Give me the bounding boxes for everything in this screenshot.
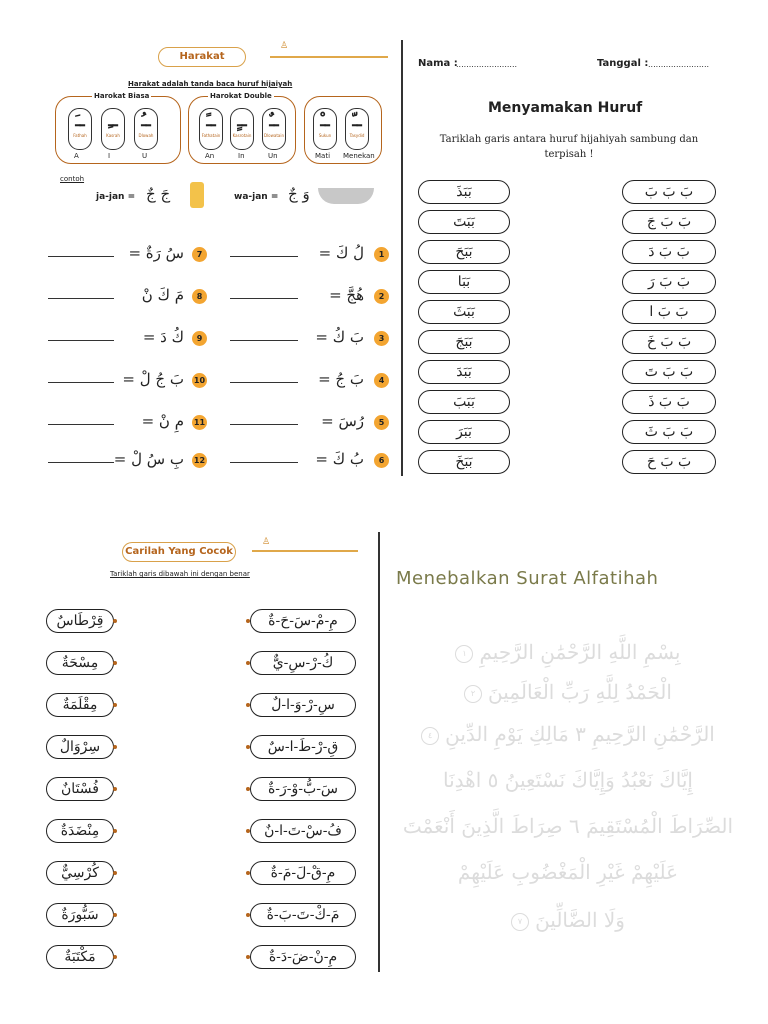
answer-line[interactable] [230,462,298,463]
verse-number-icon: ٧ [511,913,529,931]
separated-letters-pill[interactable]: بَ بَ بَ [622,180,716,204]
separated-letters-pill[interactable]: بَ بَ حَ [622,450,716,474]
spelled-word-pill[interactable]: سَ-بُّ-وْ-رَ-ةٌ [250,777,356,801]
connector-dot[interactable] [113,661,117,665]
bell-icon: ♙ [262,537,271,547]
joined-letters-pill[interactable]: بَبَجَ [418,330,510,354]
separated-letters-pill[interactable]: بَ بَ ا [622,300,716,324]
arabic-word: كُ دَ = [142,328,184,346]
spelled-word-pill[interactable]: مَ-كْ-تَ-بَ-ةٌ [250,903,356,927]
example-2-label: wa-jan = [234,192,279,202]
fatihah-verse-line [388,640,748,664]
cocok-instruction: Tariklah garis dibawah ini dengan benar [110,570,250,578]
spelled-word-pill[interactable]: كُ-رْ-سِ-يٌّ [250,651,356,675]
harakat-card-fathatain: ــً Fathatain [199,108,223,150]
connector-dot[interactable] [246,871,250,875]
harakat-title: Harakat [158,47,246,67]
example-1-arabic: جَ جٌ [146,185,171,203]
separated-letters-pill[interactable]: بَ بَ تَ [622,360,716,384]
item-number-badge: 3 [374,331,389,346]
sound-an: An [205,152,215,160]
item-number-badge: 7 [192,247,207,262]
answer-line[interactable] [230,256,298,257]
word-pill[interactable]: فُسْتَانٌ [46,777,114,801]
word-pill[interactable]: مَكْتَبَةٌ [46,945,114,969]
connector-dot[interactable] [246,913,250,917]
verse-number-icon: ١ [455,645,473,663]
harokat-biasa-title: Harokat Biasa [94,92,150,100]
separated-letters-pill[interactable]: بَ بَ خَ [622,330,716,354]
spelled-word-pill[interactable]: قِ-رْ-طَ-ا-سٌ [250,735,356,759]
jar-icon [190,182,204,208]
arabic-word: سُ رَةٌ = [128,244,184,262]
joined-letters-pill[interactable]: بَبَرَ [418,420,510,444]
arabic-word: لُ كَ = [318,244,364,262]
answer-line[interactable] [230,424,298,425]
answer-line[interactable] [48,340,114,341]
joined-letters-pill[interactable]: بَبَتَ [418,210,510,234]
arabic-word: بُ كَ = [315,450,364,468]
arabic-word: مِ نْ = [141,412,184,430]
answer-line[interactable] [48,382,114,383]
sound-in: In [238,152,245,160]
arabic-word: بَ كُ = [315,328,364,346]
item-number-badge: 6 [374,453,389,468]
verse-text: وَلَا الضَّالِّينَ [535,908,625,932]
sound-u: U [142,152,148,160]
joined-letters-pill[interactable]: بَبَبَ [418,390,510,414]
sound-mati: Mati [315,152,331,160]
word-pill[interactable]: سِرْوَالٌ [46,735,114,759]
answer-line[interactable] [48,256,114,257]
bell-icon: ♙ [280,41,289,51]
divider-top [401,40,403,476]
spelled-word-pill[interactable]: سِ-رْ-وَ-ا-لٌ [250,693,356,717]
word-pill[interactable]: مِنْضَدَةٌ [46,819,114,843]
word-pill[interactable]: كُرْسِيٌّ [46,861,114,885]
answer-line[interactable] [230,340,298,341]
item-number-badge: 4 [374,373,389,388]
example-1-label: ja-jan = [96,192,136,202]
divider-bottom [378,532,380,972]
joined-letters-pill[interactable]: بَبَثَ [418,300,510,324]
arabic-word: بَ جُ = [318,370,364,388]
harakat-card-sukun: ــْ Sukun [313,108,337,150]
verse-number-icon: ٤ [421,727,439,745]
answer-line[interactable] [230,382,298,383]
item-number-badge: 9 [192,331,207,346]
connector-dot[interactable] [246,745,250,749]
harakat-subtitle: Harakat adalah tanda baca huruf hijaiyah [128,80,293,88]
connector-dot[interactable] [246,787,250,791]
connector-dot[interactable] [246,703,250,707]
huruf-instruction: Tariklah garis antara huruf hijahiyah sambung dan terpisah ! [439,134,699,160]
spelled-word-pill[interactable]: فُ-سْ-تَ-ا-نٌ [250,819,356,843]
fatihah-verse-line [388,768,748,792]
fatihah-verse-line [388,860,748,884]
item-number-badge: 11 [192,415,207,430]
item-number-badge: 12 [192,453,207,468]
item-number-badge: 5 [374,415,389,430]
huruf-title: Menyamakan Huruf [488,100,643,116]
separated-letters-pill[interactable]: بَ بَ ذَ [622,390,716,414]
fatihah-verse-line [388,908,748,932]
contoh-label: contoh [60,175,85,183]
item-number-badge: 10 [192,373,207,388]
connector-dot[interactable] [113,619,117,623]
spelled-word-pill[interactable]: مِ-نْ-ضَ-دَ-ةٌ [250,945,356,969]
verse-text: الْحَمْدُ لِلَّهِ رَبِّ الْعَالَمِينَ [488,680,672,704]
answer-line[interactable] [230,298,298,299]
connector-dot[interactable] [113,787,117,791]
connector-dot[interactable] [113,871,117,875]
harakat-card-fathah: ــَ Fathah [68,108,92,150]
answer-line[interactable] [48,462,114,463]
word-pill[interactable]: قِرْطَاسٌ [46,609,114,633]
fatihah-verse-line [388,680,748,704]
word-pill[interactable]: مِقْلَمَةٌ [46,693,114,717]
verse-number-icon: ٢ [464,685,482,703]
verse-text: إِيَّاكَ نَعْبُدُ وَإِيَّاكَ نَسْتَعِينُ ٥ اهْدِنَا [443,768,693,792]
connector-dot[interactable] [246,829,250,833]
connector-dot[interactable] [113,703,117,707]
harakat-card-kasrotain: ــٍ Kasrotain [230,108,254,150]
separated-letters-pill[interactable]: بَ بَ ثَ [622,420,716,444]
verse-text: بِسْمِ اللَّهِ الرَّحْمَٰنِ الرَّحِيمِ [479,640,681,664]
sound-a: A [74,152,79,160]
connector-dot[interactable] [113,955,117,959]
separated-letters-pill[interactable]: بَ بَ رَ [622,270,716,294]
verse-text: الرَّحْمَٰنِ الرَّحِيمِ ٣ مَالِكِ يَوْمِ الدِّينِ [445,722,715,746]
sound-un: Un [268,152,278,160]
tanggal-field[interactable]: ........................ [648,60,710,69]
verse-text: الصِّرَاطَ الْمُسْتَقِيمَ ٦ صِرَاطَ الَّذِينَ أَنْعَمْتَ [402,814,734,838]
item-number-badge: 2 [374,289,389,304]
example-2-arabic: وَ جٌ [288,185,310,203]
harakat-card-dlowatain: ــٌ Dlowatain [262,108,286,150]
verse-text: عَلَيْهِمْ غَيْرِ الْمَغْضُوبِ عَلَيْهِمْ [457,860,679,884]
connector-dot[interactable] [113,829,117,833]
nama-field[interactable]: ........................ [456,60,518,69]
harokat-double-title: Harokat Double [210,92,272,100]
connector-dot[interactable] [113,913,117,917]
joined-letters-pill[interactable]: بَبَدَ [418,360,510,384]
wok-icon [318,188,374,204]
arabic-word: هُجَّ = [329,286,364,304]
separated-letters-pill[interactable]: بَ بَ دَ [622,240,716,264]
answer-line[interactable] [48,424,114,425]
fatihah-verse-line [388,722,748,746]
item-number-badge: 8 [192,289,207,304]
connector-dot[interactable] [246,955,250,959]
joined-letters-pill[interactable]: بَبَخَ [418,450,510,474]
arabic-word: مَ كَ نْ [141,286,184,304]
joined-letters-pill[interactable]: بَبَذَ [418,180,510,204]
tanggal-label: Tanggal : [597,58,649,69]
word-pill[interactable]: مِسْحَةٌ [46,651,114,675]
item-number-badge: 1 [374,247,389,262]
cocok-title: Carilah Yang Cocok [122,542,236,562]
connector-dot[interactable] [246,619,250,623]
fatihah-verse-line [388,814,748,838]
separated-letters-pill[interactable]: بَ بَ جَ [622,210,716,234]
spelled-word-pill[interactable]: مِ-مْ-سَ-حَ-ةٌ [250,609,356,633]
connector-dot[interactable] [246,661,250,665]
harakat-card-kasrah: ــِ Kasrah [101,108,125,150]
sound-menekan: Menekan [343,152,375,160]
arabic-word: رُسَ = [321,412,364,430]
word-pill[interactable]: سَبُّورَةٌ [46,903,114,927]
sound-i: I [108,152,111,160]
answer-line[interactable] [48,298,114,299]
title-underline [252,550,358,552]
title-underline [270,56,388,58]
connector-dot[interactable] [113,745,117,749]
joined-letters-pill[interactable]: بَبَا [418,270,510,294]
nama-label: Nama : [418,58,458,69]
spelled-word-pill[interactable]: مِ-قْ-لَ-مَ-ةٌ [250,861,356,885]
joined-letters-pill[interactable]: بَبَحَ [418,240,510,264]
arabic-word: بَ جُ لْ = [122,370,184,388]
arabic-word: بِ سُ لْ = [113,450,184,468]
harakat-card-tasydid: ــّ Tasydid [345,108,369,150]
harakat-card-dlowah: ــُ Dlowah [134,108,158,150]
fatihah-title: Menebalkan Surat Alfatihah [396,568,659,589]
